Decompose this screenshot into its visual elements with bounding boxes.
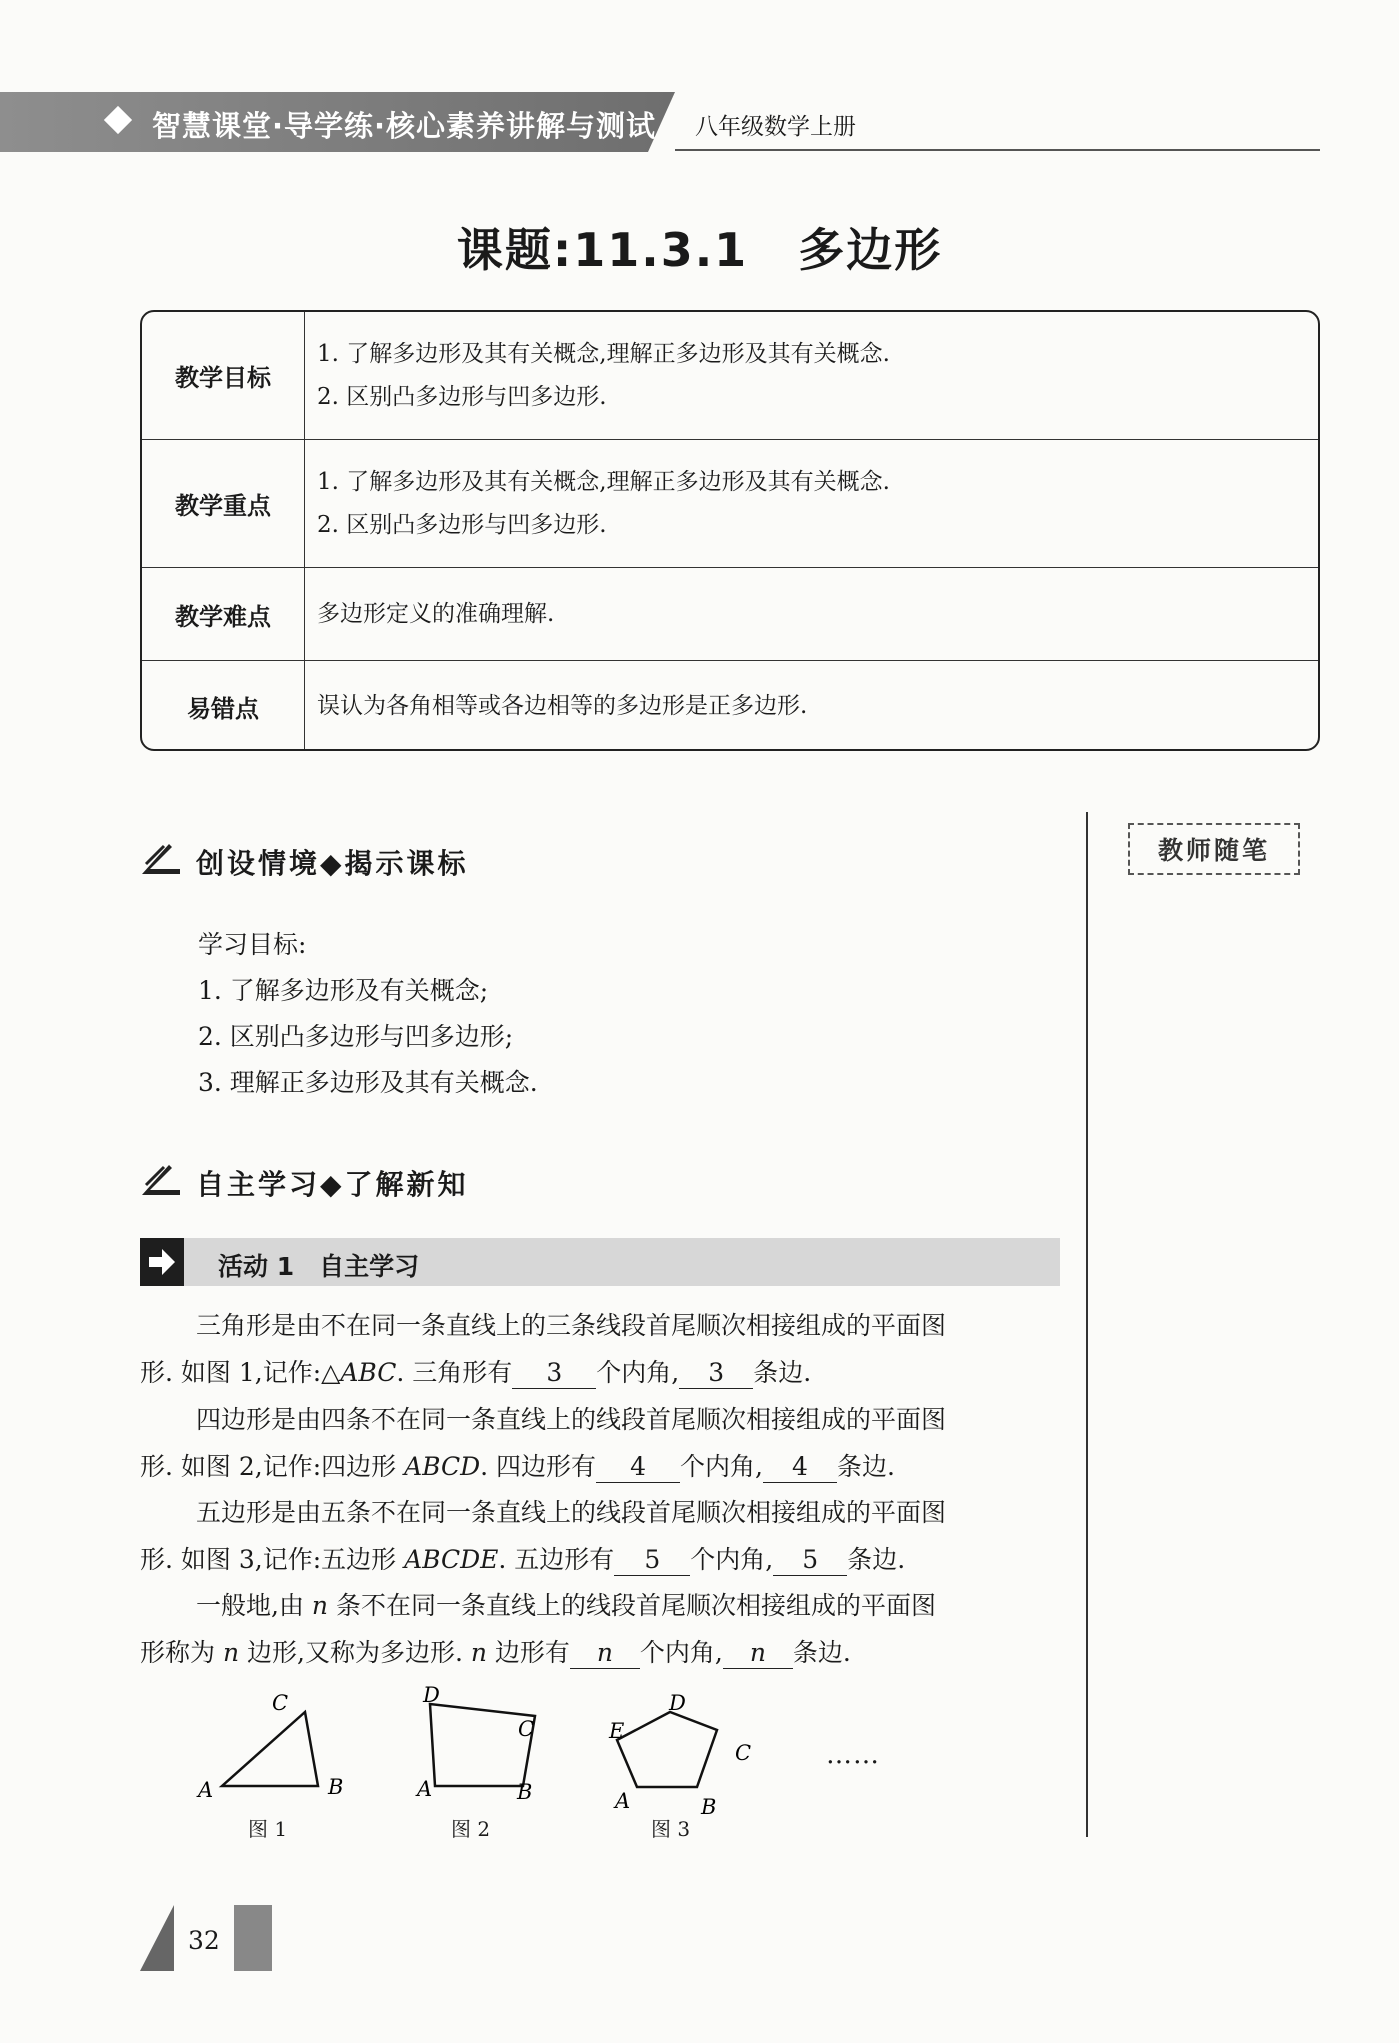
figure-2-quadrilateral [405, 1686, 575, 1801]
row-label: 教学重点 [142, 440, 305, 567]
page-number: 32 [188, 1926, 220, 1955]
text: 形. 如图 3,记作:五边形 [140, 1545, 405, 1574]
section-title: 创设情境◆揭示课标 [196, 847, 469, 880]
text: 边形,又称为多边形. [239, 1638, 471, 1667]
page-corner-triangle [140, 1905, 174, 1971]
row-line: 误认为各角相等或各边相等的多边形是正多边形. [317, 692, 808, 719]
table-row [142, 568, 1318, 661]
ellipsis: …… [826, 1740, 880, 1770]
row-content [305, 440, 1318, 567]
math-text: n [470, 1638, 487, 1667]
text: 条边. [837, 1452, 895, 1481]
math-text: ABC [340, 1358, 397, 1387]
vertex-label: C [735, 1741, 752, 1765]
math-text: ABCDE [404, 1545, 499, 1574]
vertex-label: A [198, 1778, 214, 1801]
series-title: 智慧课堂·导学练·核心素养讲解与测试 [152, 109, 657, 143]
text: 形. 如图 1,记作:△ [140, 1358, 341, 1387]
goal-line: 2. 区别凸多边形与凹多边形; [198, 1022, 514, 1051]
notes-divider [1086, 812, 1088, 1837]
vertex-label: D [669, 1691, 686, 1715]
answer-blank: 3 [679, 1358, 753, 1389]
paragraph-pentagon [140, 1489, 1065, 1583]
goal-line: 3. 理解正多边形及其有关概念. [198, 1068, 538, 1097]
row-line: 多边形定义的准确理解. [317, 600, 555, 627]
table-row [142, 440, 1318, 568]
para-line [140, 1582, 1065, 1629]
pencil-ruler-icon [140, 842, 182, 876]
para-line [140, 1349, 1065, 1396]
table-row [142, 312, 1318, 440]
row-line: 2. 区别凸多边形与凹多边形. [317, 383, 607, 410]
book-title: 八年级数学上册 [695, 114, 856, 140]
text: 个内角, [690, 1545, 774, 1574]
para-line: 五边形是由五条不在同一条直线上的线段首尾顺次相接组成的平面图 [196, 1498, 947, 1527]
arrow-right-icon [140, 1238, 184, 1286]
figure-caption: 图 2 [451, 1817, 491, 1841]
activity-arrow-box [140, 1238, 184, 1286]
text: 个内角, [596, 1358, 680, 1387]
vertex-label: E [609, 1719, 625, 1743]
teacher-notes-label: 教师随笔 [1128, 823, 1300, 875]
text: . 三角形有 [396, 1358, 513, 1387]
learning-goals [198, 922, 538, 1106]
row-content [305, 312, 1318, 439]
para-line [140, 1536, 1065, 1583]
activity-title: 活动 1 自主学习 [218, 1252, 420, 1281]
paragraph-triangle [140, 1302, 1065, 1396]
teaching-table [140, 310, 1320, 751]
para-line [140, 1629, 1065, 1676]
goal-line: 学习目标: [198, 930, 307, 959]
answer-blank: n [723, 1638, 793, 1669]
section-title: 自主学习◆了解新知 [196, 1168, 469, 1201]
vertex-label: C [272, 1691, 289, 1715]
row-line: 1. 了解多边形及其有关概念,理解正多边形及其有关概念. [317, 468, 890, 495]
text: 一般地,由 [196, 1591, 312, 1620]
text: 边形有 [486, 1638, 570, 1667]
text: . 四边形有 [480, 1452, 597, 1481]
row-label: 易错点 [142, 661, 305, 751]
row-content [305, 661, 1318, 751]
answer-blank: 4 [596, 1452, 680, 1483]
vertex-label: B [701, 1795, 717, 1819]
text: 形称为 [140, 1638, 223, 1667]
vertex-label: C [518, 1717, 535, 1741]
lesson-number: 课题:11.3.1 [456, 223, 749, 277]
row-line: 1. 了解多边形及其有关概念,理解正多边形及其有关概念. [317, 340, 890, 367]
row-line: 2. 区别凸多边形与凹多边形. [317, 511, 607, 538]
pencil-ruler-icon [140, 1163, 182, 1197]
vertex-label: A [417, 1777, 433, 1801]
math-text: n [222, 1638, 240, 1667]
table-row [142, 661, 1318, 751]
vertex-label: B [328, 1775, 344, 1799]
paragraph-quadrilateral [140, 1396, 1065, 1490]
text: 个内角, [639, 1638, 723, 1667]
text: . 五边形有 [498, 1545, 615, 1574]
header-rule [675, 149, 1320, 151]
lesson-name: 多边形 [798, 223, 943, 277]
figure-1-triangle [190, 1686, 370, 1801]
row-label: 教学难点 [142, 568, 305, 660]
text: 条不在同一条直线上的线段首尾顺次相接组成的平面图 [328, 1591, 936, 1620]
text: 个内角, [680, 1452, 763, 1481]
triangle-shape [222, 1712, 318, 1786]
answer-blank: 4 [763, 1452, 837, 1483]
lesson-title [0, 214, 1399, 280]
para-line: 四边形是由四条不在同一条直线上的线段首尾顺次相接组成的平面图 [196, 1405, 947, 1434]
row-label: 教学目标 [142, 312, 305, 439]
answer-blank: 3 [512, 1358, 596, 1389]
figure-caption: 图 3 [651, 1817, 691, 1841]
figure-caption: 图 1 [248, 1817, 288, 1841]
answer-blank: n [570, 1638, 640, 1669]
text: 条边. [792, 1638, 851, 1667]
text: 形. 如图 2,记作:四边形 [140, 1452, 405, 1481]
paragraph-polygon [140, 1582, 1065, 1676]
pentagon-shape [617, 1712, 717, 1787]
para-line [140, 1443, 1065, 1490]
text: 条边. [847, 1545, 906, 1574]
vertex-label: B [517, 1780, 533, 1801]
text: 条边. [753, 1358, 812, 1387]
para-line: 三角形是由不在同一条直线上的三条线段首尾顺次相接组成的平面图 [196, 1311, 947, 1340]
answer-blank: 5 [773, 1545, 847, 1576]
page-corner-block [234, 1905, 272, 1971]
figure-3-pentagon [605, 1680, 775, 1820]
math-text: n [311, 1591, 329, 1620]
goal-line: 1. 了解多边形及有关概念; [198, 976, 489, 1005]
row-content [305, 568, 1318, 660]
math-text: ABCD [404, 1452, 481, 1481]
vertex-label: A [615, 1789, 631, 1813]
vertex-label: D [423, 1686, 440, 1707]
answer-blank: 5 [614, 1545, 690, 1576]
